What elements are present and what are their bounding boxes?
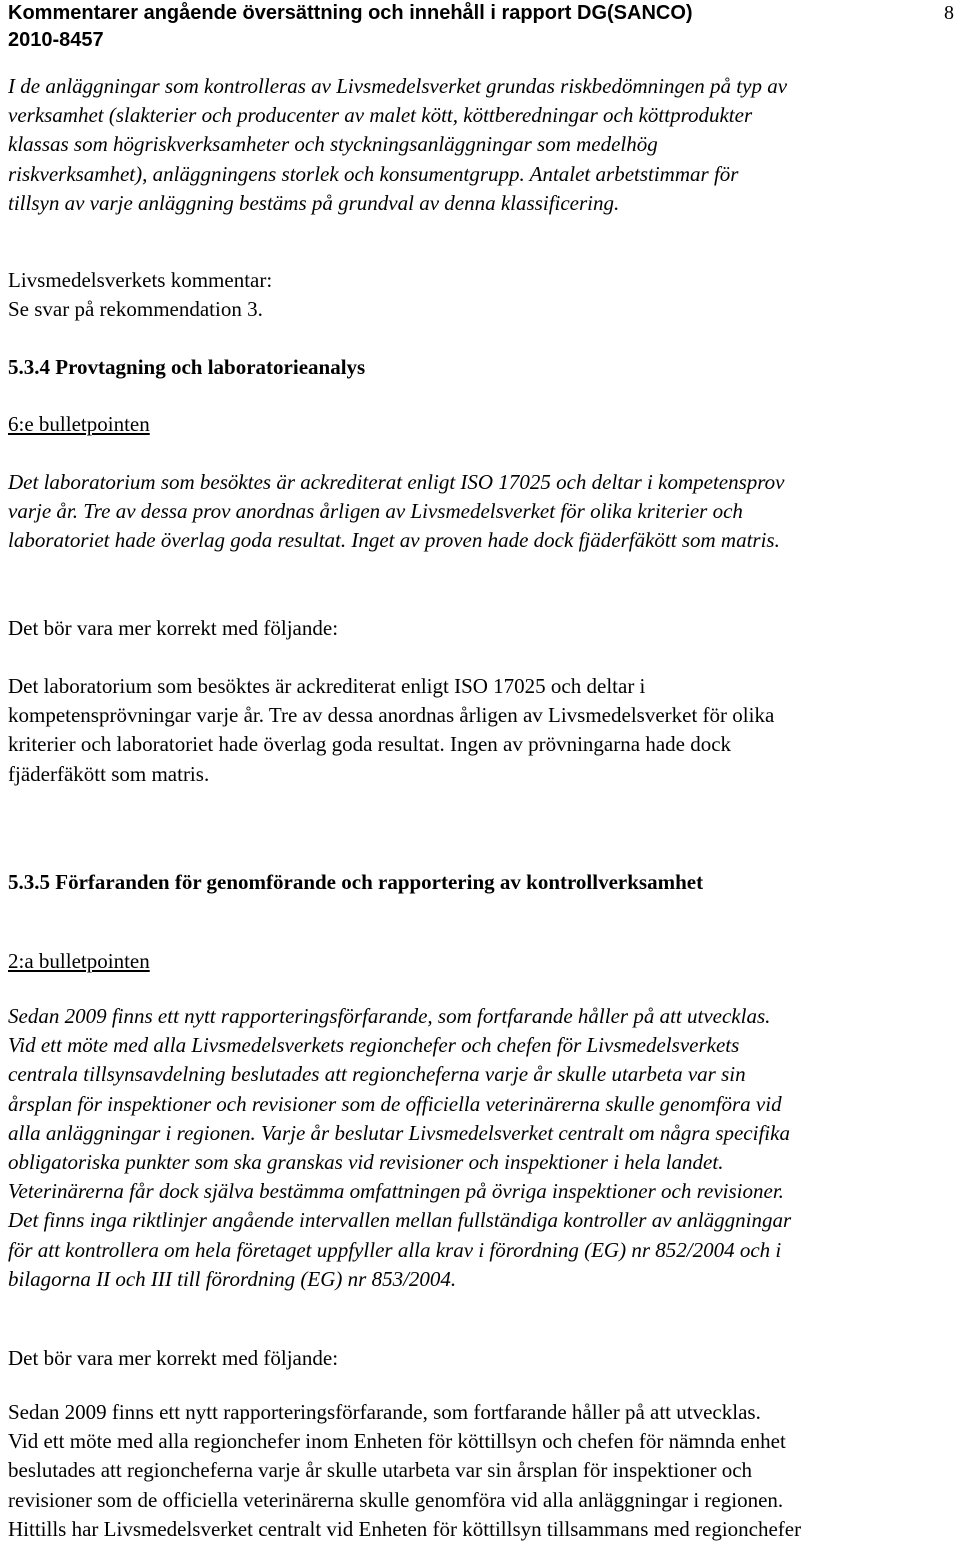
- comment-label: Livsmedelsverkets kommentar:: [8, 268, 273, 292]
- bullet-label-2: 2:a bulletpointen: [8, 949, 150, 973]
- text-line: varje år. Tre av dessa prov anordnas årligen av Livsmedelsverket för olika kriterier och: [8, 499, 743, 524]
- comment-block: [8, 266, 956, 324]
- text-line: kompetensprövningar varje år. Tre av dessa anordnas årligen av Livsmedelsverket för olika: [8, 703, 775, 728]
- text-line: Sedan 2009 finns ett nytt rapporteringsförfarande, som fortfarande håller på att utvecklas.: [8, 1400, 761, 1424]
- text-line: kriterier och laboratoriet hade överlag goda resultat. Ingen av prövningarna hade dock: [8, 732, 732, 757]
- text-line: för att kontrollera om hela företaget uppfyller alla krav i förordning (EG) nr 852/2004 och i: [8, 1237, 782, 1262]
- text-line: revisioner som de officiella veterinärerna skulle genomföra vid alla anläggningar i regionen.: [8, 1487, 784, 1512]
- text-line: laboratoriet hade överlag goda resultat. Inget av proven hade dock fjäderfäkött som matris.: [8, 528, 780, 553]
- text-line: centrala tillsynsavdelning beslutades att regioncheferna varje år skulle utarbeta var sin: [8, 1062, 746, 1087]
- text-line: tillsyn av varje anläggning bestäms på grundval av denna klassificering.: [8, 190, 620, 215]
- text-line: bilagorna II och III till förordning (EG) nr 853/2004.: [8, 1266, 457, 1291]
- text-line: klassas som högriskverksamheter och styckningsanläggningar som medelhög: [8, 132, 658, 157]
- text-line: Vid ett möte med alla regionchefer inom Enheten för köttillsyn och chefen för nämnda enhet: [8, 1429, 786, 1454]
- text-line: Det laboratorium som besöktes är ackrediterat enligt ISO 17025 och deltar i kompetensprov: [8, 470, 785, 494]
- text-line: fjäderfäkött som matris.: [8, 761, 210, 786]
- text-line: Sedan 2009 finns ett nytt rapporteringsförfarande, som fortfarande håller på att utvecklas.: [8, 1004, 771, 1028]
- text-line: riskverksamhet), anläggningens storlek och konsumentgrupp. Antalet arbetstimmar för: [8, 161, 739, 186]
- quoted-paragraph-risk: [8, 72, 956, 218]
- text-line: verksamhet (slakterier och producenter av malet kött, köttberedningar och köttprodukter: [8, 103, 753, 128]
- quoted-paragraph-laboratory: [8, 468, 956, 556]
- correction-paragraph-laboratory: [8, 672, 956, 789]
- page-header: [8, 0, 958, 54]
- text-line: I de anläggningar som kontrolleras av Livsmedelsverket grundas riskbedömningen på typ av: [8, 74, 788, 98]
- section-heading-535: 5.3.5 Förfaranden för genomförande och rapportering av kontrollverksamhet: [8, 870, 704, 894]
- text-line: beslutades att regioncheferna varje år skulle utarbeta var sin årsplan för inspektioner och: [8, 1458, 753, 1483]
- section-heading-534: 5.3.4 Provtagning och laboratorieanalys: [8, 355, 366, 379]
- correction-paragraph-reporting: [8, 1398, 956, 1544]
- comment-text: Se svar på rekommendation 3.: [8, 297, 263, 322]
- correction-label-2: Det bör vara mer korrekt med följande:: [8, 1346, 339, 1370]
- text-line: obligatoriska punkter som ska granskas vid revisioner och inspektioner i hela landet.: [8, 1150, 724, 1175]
- text-line: Veterinärerna får dock själva bestämma omfattningen på övriga inspektioner och revisioner.: [8, 1179, 784, 1204]
- bullet-label-6: 6:e bulletpointen: [8, 412, 150, 436]
- page-number: 8: [944, 2, 954, 24]
- document-title-line2: 2010-8457: [8, 29, 104, 51]
- text-line: Det finns inga riktlinjer angående intervallen mellan fullständiga kontroller av anläggningar: [8, 1208, 792, 1233]
- document-title-line1: Kommentarer angående översättning och innehåll i rapport DG(SANCO): [8, 2, 693, 24]
- correction-label: Det bör vara mer korrekt med följande:: [8, 616, 339, 640]
- text-line: Det laboratorium som besöktes är ackrediterat enligt ISO 17025 och deltar i: [8, 674, 646, 698]
- text-line: Hittills har Livsmedelsverket centralt vid Enheten för köttillsyn tillsammans med regionchefer: [8, 1516, 802, 1541]
- text-line: Vid ett möte med alla Livsmedelsverkets regionchefer och chefen för Livsmedelsverkets: [8, 1033, 740, 1058]
- text-line: årsplan för inspektioner och revisioner som de officiella veterinärerna skulle genomföra vid: [8, 1091, 782, 1116]
- quoted-paragraph-reporting: [8, 1002, 956, 1294]
- text-line: alla anläggningar i regionen. Varje år beslutar Livsmedelsverket centralt om några specifika: [8, 1120, 790, 1145]
